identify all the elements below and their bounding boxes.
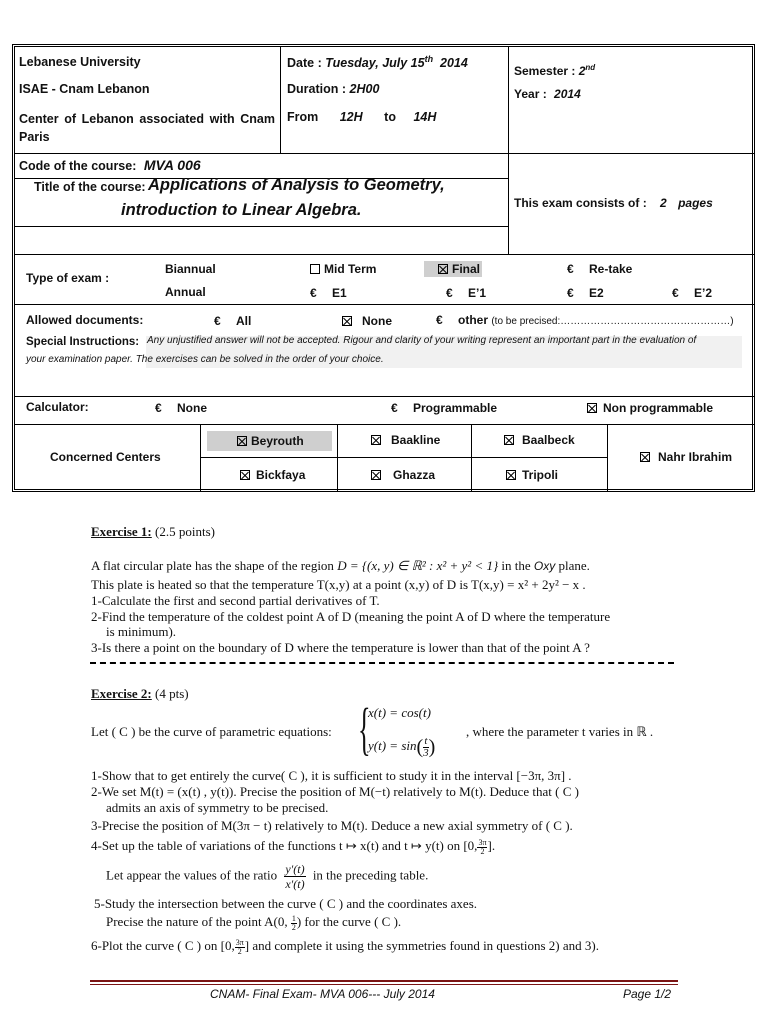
exercise-2-question-6: 6-Plot the curve ( C ) on [0, $\frac{3\pi}{2}$ ] and complete it using the symmetries found in questions 2) and 3).: [91, 937, 599, 956]
institute-name: ISAE - Cnam Lebanon: [19, 82, 150, 96]
exercise-2-parameter: , where the parameter t varies in ℝ .: [466, 724, 654, 739]
center-ghazza[interactable]: Ghazza: [371, 468, 435, 482]
checkbox-checked-icon[interactable]: [371, 435, 381, 445]
page-count: This exam consists of : 2 pages: [514, 196, 713, 210]
center-name: Center of Lebanon associated with Cnam Paris: [19, 112, 275, 144]
university-name: Lebanese University: [19, 55, 141, 69]
exercise-2-question-4: 4-Set up the table of variations of the functions t ↦ x(t) and t ↦ y(t) on [0, $\frac{3\pi}{2}$ ].: [91, 837, 496, 856]
divider: [14, 153, 754, 154]
e2-prime-option[interactable]: € E’2: [672, 286, 713, 300]
checkbox-empty-icon[interactable]: [310, 264, 320, 274]
divider: [508, 46, 509, 254]
exercise-2-heading: Exercise 2: (4 pts): [91, 686, 189, 701]
exercise-2-question-5: 5-Study the intersection between the curve ( C ) and the coordinates axes.: [94, 896, 478, 911]
center-beyrouth[interactable]: Beyrouth: [207, 431, 332, 451]
exercise-2-question-3: 3-Precise the position of M(3π − t) relatively to M(t). Deduce a new axial symmetry of ( C ).: [91, 818, 573, 833]
exercise-1-line-2: This plate is heated so that the temperature T(x,y) at a point (x,y) of D is T(x,y) = x² + 2y² − x .: [91, 577, 586, 592]
center-bickfaya[interactable]: Bickfaya: [240, 468, 305, 482]
divider: [14, 424, 754, 425]
mid-term-option[interactable]: Mid Term: [310, 262, 376, 276]
exercise-1-question-3: 3-Is there a point on the boundary of D where the temperature is lower than that of the point A ?: [91, 640, 590, 655]
annual-label: Annual: [165, 285, 206, 299]
checkbox-checked-icon[interactable]: [587, 403, 597, 413]
exercise-2-question-2: 2-We set M(t) = (x(t) , y(t)). Precise the position of M(−t) relatively to M(t). Deduce that ( C ): [91, 784, 579, 799]
special-instructions-label: Special Instructions:: [26, 336, 140, 348]
special-instructions-text: Any unjustified answer will not be accepted. Rigour and clarity of your writing represent an important part in the evaluation of: [147, 335, 697, 346]
checkbox-checked-icon[interactable]: [438, 264, 448, 274]
special-instructions-text-2: your examination paper. The exercises can be solved in the order of your choice.: [26, 354, 384, 365]
exercise-2-question-2-cont: admits an axis of symmetry to be precised.: [106, 800, 329, 815]
equation-x: x(t) = cos(t): [368, 705, 431, 720]
calculator-non-programmable-option[interactable]: Non programmable: [587, 401, 713, 415]
checkbox-checked-icon[interactable]: [640, 452, 650, 462]
exercise-2-question-4-ratio: Let appear the values of the ratio $\frac{y'(t)}{x'(t)}$ in the preceding table.: [106, 862, 429, 891]
checkbox-checked-icon[interactable]: [371, 470, 381, 480]
checkbox-checked-icon[interactable]: [342, 316, 352, 326]
course-code: Code of the course: MVA 006: [19, 157, 201, 173]
calculator-programmable-option[interactable]: € Programmable: [391, 401, 498, 415]
center-nahr-ibrahim[interactable]: Nahr Ibrahim: [640, 450, 732, 464]
exercise-2-question-1: 1-Show that to get entirely the curve( C ), it is sufficient to study it in the interval [−3π, 3π] .: [91, 768, 572, 783]
exam-type-label: Type of exam :: [26, 271, 110, 285]
exercise-1-question-1: 1-Calculate the first and second partial derivatives of T.: [91, 593, 380, 608]
center-baakline[interactable]: Baakline: [371, 433, 440, 447]
biannual-label: Biannual: [165, 262, 216, 276]
divider: [14, 491, 754, 492]
documents-none-option[interactable]: None: [342, 314, 392, 328]
divider: [607, 424, 608, 491]
course-title-line1: Applications of Analysis to Geometry,: [148, 176, 445, 194]
allowed-documents-label: Allowed documents:: [26, 313, 144, 327]
final-option[interactable]: Final: [424, 261, 482, 277]
exercise-1-question-2: 2-Find the temperature of the coldest point A of D (meaning the point A of D where the temperature: [91, 609, 611, 624]
calculator-none-option[interactable]: € None: [155, 401, 207, 415]
divider: [14, 304, 754, 305]
course-title-label: Title of the course:: [34, 180, 146, 194]
center-tripoli[interactable]: Tripoli: [506, 468, 558, 482]
e1-prime-option[interactable]: € E’1: [446, 286, 487, 300]
e1-option[interactable]: € E1: [310, 286, 347, 300]
divider: [14, 254, 754, 255]
exercise-1-question-2-cont: is minimum).: [106, 624, 177, 639]
exercise-1-line-1: A flat circular plate has the shape of the region D = {(x, y) ∈ ℝ² : x² + y² < 1} in the Oxy plane.: [91, 558, 590, 573]
semester: Semester : 2nd: [514, 63, 596, 78]
exercise-2-question-5-point: Precise the nature of the point A(0, $\frac{1}{2}$ ) for the curve ( C ).: [106, 913, 402, 932]
calculator-label: Calculator:: [26, 400, 89, 414]
exercise-2-intro: Let ( C ) be the curve of parametric equations:: [91, 724, 332, 739]
checkbox-checked-icon[interactable]: [504, 435, 514, 445]
equation-y: y(t) = sin( $\frac{t}{3}$ ): [368, 735, 436, 759]
center-baalbeck[interactable]: Baalbeck: [504, 433, 575, 447]
exercise-1-heading: Exercise 1: (2.5 points): [91, 524, 215, 539]
exam-time: From 12H to 14H: [287, 110, 437, 124]
exam-duration: Duration : 2H00: [287, 82, 380, 96]
divider: [280, 46, 281, 154]
concerned-centers-label: Concerned Centers: [50, 450, 161, 464]
documents-other-option[interactable]: € other (to be precised:……………………………………………): [436, 313, 734, 327]
divider: [337, 424, 338, 491]
checkbox-checked-icon[interactable]: [506, 470, 516, 480]
left-brace-icon: {: [358, 696, 371, 761]
exam-date: Date : Tuesday, July 15th 2014: [287, 54, 468, 71]
documents-all-option[interactable]: € All: [214, 314, 252, 328]
page-number: Page 1/2: [623, 987, 672, 1001]
retake-option[interactable]: € Re-take: [567, 262, 633, 276]
footer-rule: [90, 984, 678, 985]
course-title-line2: introduction to Linear Algebra.: [121, 201, 362, 219]
footer-rule: [90, 980, 678, 982]
footer-title: CNAM- Final Exam- MVA 006--- July 2014: [210, 987, 435, 1001]
checkbox-checked-icon[interactable]: [240, 470, 250, 480]
e2-option[interactable]: € E2: [567, 286, 604, 300]
divider: [14, 226, 508, 227]
separator-dashes: [90, 662, 674, 664]
divider: [14, 396, 754, 397]
divider: [471, 424, 472, 491]
divider: [200, 457, 607, 458]
divider: [200, 424, 201, 491]
checkbox-checked-icon[interactable]: [237, 436, 247, 446]
year: Year : 2014: [514, 87, 581, 101]
